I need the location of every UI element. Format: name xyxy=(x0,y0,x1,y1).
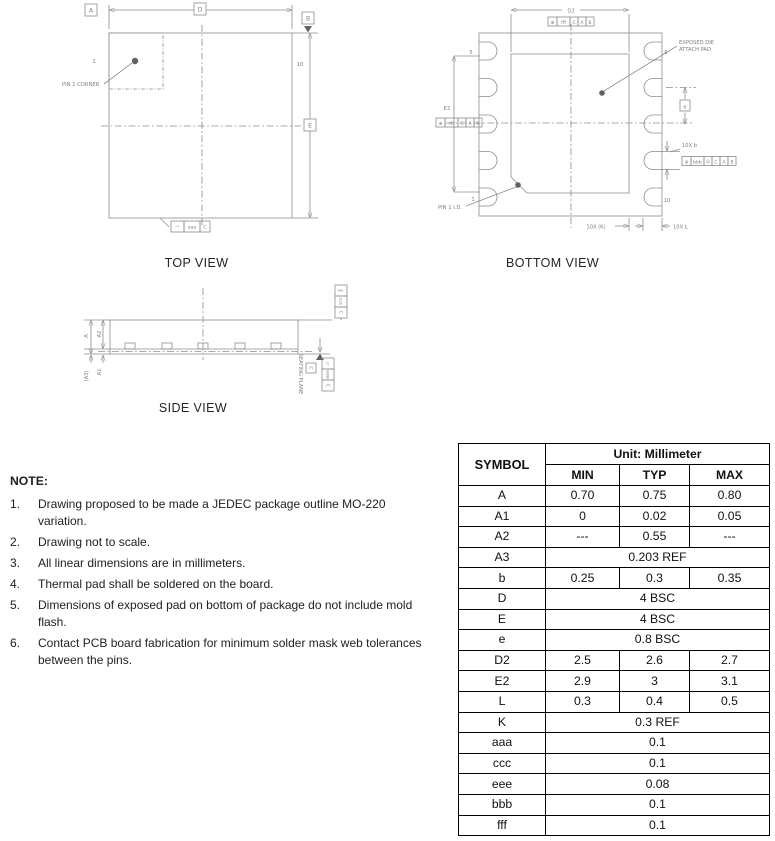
top-view-drawing xyxy=(60,0,345,246)
table-row xyxy=(459,486,770,507)
dim-a3-label: (A3) xyxy=(83,370,90,382)
fcf-position-e2 xyxy=(436,118,482,127)
max-cell: 0.80 xyxy=(690,486,770,507)
min-cell: 0.25 xyxy=(546,568,620,589)
svg-text:C: C xyxy=(337,310,343,315)
svg-text:A: A xyxy=(580,20,584,26)
symbol-cell: eee xyxy=(459,774,546,795)
symbol-cell: b xyxy=(459,568,546,589)
svg-text:C: C xyxy=(203,225,207,231)
note-number: 2. xyxy=(10,535,21,549)
profile-symbol-icon: ◠ xyxy=(175,225,180,231)
max-cell: --- xyxy=(690,527,770,548)
dim-a-label: A xyxy=(83,334,90,338)
fcf-profile-aaa xyxy=(171,221,210,232)
symbol-cell: D2 xyxy=(459,650,546,671)
bottom-view-caption: BOTTOM VIEW xyxy=(505,256,600,270)
typ-header: TYP xyxy=(620,465,690,486)
typ-cell: 0.55 xyxy=(620,527,690,548)
exposed-pad-outline xyxy=(511,54,629,193)
max-cell: 0.05 xyxy=(690,506,770,527)
table-row xyxy=(459,753,770,774)
min-cell: 2.5 xyxy=(546,650,620,671)
note-number: 4. xyxy=(10,577,21,591)
table-row xyxy=(459,733,770,754)
typ-cell: 0.75 xyxy=(620,486,690,507)
note-item xyxy=(10,597,440,631)
min-cell: 2.9 xyxy=(546,671,620,692)
value-span-cell: 0.1 xyxy=(546,815,770,836)
exposed-pad-label-1: EXPOSED DIE xyxy=(679,40,715,46)
note-number: 5. xyxy=(10,598,21,612)
dim-l-label: 10X L xyxy=(673,224,688,231)
svg-text:bbb: bbb xyxy=(693,160,702,166)
pin1-corner-dot xyxy=(132,58,138,64)
fcf-flatness-eee xyxy=(322,358,334,391)
symbol-header: SYMBOL xyxy=(459,444,546,486)
side-view-caption: SIDE VIEW xyxy=(158,401,228,415)
datum-b-label: B xyxy=(305,15,311,23)
symbol-cell: K xyxy=(459,712,546,733)
svg-text:C: C xyxy=(714,160,718,166)
fcf-position-b xyxy=(682,157,736,166)
note-item xyxy=(10,635,440,669)
value-span-cell: 0.08 xyxy=(546,774,770,795)
table-row xyxy=(459,774,770,795)
svg-text:C: C xyxy=(324,383,330,388)
svg-text:fff: fff xyxy=(449,121,454,127)
symbol-cell: fff xyxy=(459,815,546,836)
symbol-cell: aaa xyxy=(459,733,546,754)
package-outline xyxy=(479,33,662,216)
symbol-cell: A1 xyxy=(459,506,546,527)
dim-e-label: E xyxy=(308,122,312,130)
note-text: Thermal pad shall be soldered on the board. xyxy=(38,577,274,591)
max-cell: 0.5 xyxy=(690,691,770,712)
svg-text:C: C xyxy=(572,20,576,26)
svg-text:B: B xyxy=(476,121,480,127)
min-cell: 0 xyxy=(546,506,620,527)
value-span-cell: 0.8 BSC xyxy=(546,630,770,651)
fcf-leader xyxy=(160,218,169,227)
datum-b-triangle xyxy=(304,26,312,33)
unit-header: Unit: Millimeter xyxy=(546,444,770,465)
value-span-cell: 0.203 REF xyxy=(546,547,770,568)
svg-text:eee: eee xyxy=(324,370,330,379)
typ-cell: 0.02 xyxy=(620,506,690,527)
symbol-cell: E xyxy=(459,609,546,630)
table-row xyxy=(459,506,770,527)
note-number: 6. xyxy=(10,636,21,650)
value-span-cell: 4 BSC xyxy=(546,588,770,609)
note-text: Contact PCB board fabrication for minimum solder mask web tolerances between the pins. xyxy=(38,636,422,667)
note-item xyxy=(10,555,440,572)
table-row xyxy=(459,671,770,692)
note-text: Drawing proposed to be made a JEDEC package outline MO-220 variation. xyxy=(38,497,386,528)
min-cell: --- xyxy=(546,527,620,548)
symbol-cell: A xyxy=(459,486,546,507)
svg-text:A: A xyxy=(722,160,726,166)
svg-text:ccc: ccc xyxy=(337,297,343,306)
table-row xyxy=(459,650,770,671)
symbol-cell: A3 xyxy=(459,547,546,568)
table-row xyxy=(459,568,770,589)
svg-text:fff: fff xyxy=(561,20,566,26)
table-row xyxy=(459,547,770,568)
pin6-ref: 6 xyxy=(664,50,668,56)
datum-c-triangle xyxy=(316,354,324,360)
notes-section xyxy=(10,474,440,673)
table-row xyxy=(459,691,770,712)
min-header: MIN xyxy=(546,465,620,486)
dim-k-label: 10X (K) xyxy=(586,224,606,231)
pin1-ref: 1 xyxy=(471,197,475,203)
value-span-cell: 0.3 REF xyxy=(546,712,770,733)
fcf-parallelism-ccc xyxy=(335,285,347,318)
symbol-cell: A2 xyxy=(459,527,546,548)
min-cell: 0.70 xyxy=(546,486,620,507)
svg-text:B: B xyxy=(730,160,734,166)
dim-b-label: 10X b xyxy=(682,143,698,149)
table-row xyxy=(459,630,770,651)
pin10-ref: 10 xyxy=(663,198,671,204)
note-item xyxy=(10,496,440,530)
symbol-cell: D xyxy=(459,588,546,609)
pin1-corner-label: PIN 1 CORNER xyxy=(62,82,100,88)
exposed-pad-leader xyxy=(604,46,677,91)
value-span-cell: 0.1 xyxy=(546,794,770,815)
table-row xyxy=(459,815,770,836)
top-view-caption: TOP VIEW xyxy=(164,256,229,270)
typ-cell: 2.6 xyxy=(620,650,690,671)
value-span-cell: 0.1 xyxy=(546,733,770,754)
exposed-pad-dot xyxy=(599,90,605,96)
pin10-ref: 10 xyxy=(296,62,304,68)
flatness-symbol-icon: ▱ xyxy=(324,361,330,366)
pin1-id-label: PIN 1 I.D. xyxy=(438,205,462,211)
dim-e2-label: E2 xyxy=(443,106,451,112)
dimension-table-body xyxy=(459,486,770,836)
table-row xyxy=(459,712,770,733)
dim-a1-label: A1 xyxy=(96,368,103,376)
exposed-pad-label-2: ATTACH PAD xyxy=(679,47,711,53)
table-row xyxy=(459,527,770,548)
symbol-cell: e xyxy=(459,630,546,651)
bottom-view-drawing xyxy=(430,0,775,246)
pin1-corner-leader xyxy=(104,63,132,84)
table-row xyxy=(459,794,770,815)
dim-d2-label: D2 xyxy=(567,8,575,15)
datum-a-label: A xyxy=(88,7,94,15)
position-symbol-icon: ⊕ xyxy=(550,20,555,26)
value-span-cell: 4 BSC xyxy=(546,609,770,630)
position-symbol-icon: ⊕ xyxy=(438,121,443,127)
symbol-cell: L xyxy=(459,691,546,712)
position-symbol-icon: ⊕ xyxy=(684,160,689,166)
min-cell: 0.3 xyxy=(546,691,620,712)
typ-cell: 3 xyxy=(620,671,690,692)
notes-list xyxy=(10,496,440,669)
max-cell: 3.1 xyxy=(690,671,770,692)
svg-text:C: C xyxy=(307,366,313,370)
pin1-ref: 1 xyxy=(92,59,96,65)
svg-text:C: C xyxy=(460,121,464,127)
symbol-cell: E2 xyxy=(459,671,546,692)
max-cell: 2.7 xyxy=(690,650,770,671)
dimension-table xyxy=(458,443,770,836)
svg-text:A: A xyxy=(468,121,472,127)
max-header: MAX xyxy=(690,465,770,486)
symbol-cell: ccc xyxy=(459,753,546,774)
max-cell: 0.35 xyxy=(690,568,770,589)
pin1-id-dot xyxy=(515,182,521,188)
datum-c-frame xyxy=(306,363,316,373)
dim-d-label: D xyxy=(197,6,203,14)
dim-e-label: e xyxy=(683,104,687,111)
typ-cell: 0.4 xyxy=(620,691,690,712)
note-text: Dimensions of exposed pad on bottom of package do not include mold flash. xyxy=(38,598,413,629)
notes-heading: NOTE: xyxy=(10,474,48,488)
pin5-ref: 5 xyxy=(469,50,473,56)
note-text: All linear dimensions are in millimeters. xyxy=(38,556,246,570)
note-text: Drawing not to scale. xyxy=(38,535,151,549)
parallel-symbol-icon: ∥ xyxy=(337,289,344,292)
table-row xyxy=(459,588,770,609)
seating-plane-label: SEATING PLANE xyxy=(297,353,304,395)
note-number: 1. xyxy=(10,497,21,511)
typ-cell: 0.3 xyxy=(620,568,690,589)
note-item xyxy=(10,576,440,593)
note-item xyxy=(10,534,440,551)
svg-text:aaa: aaa xyxy=(187,225,197,231)
note-number: 3. xyxy=(10,556,21,570)
right-pins xyxy=(644,42,662,206)
svg-text:B: B xyxy=(588,20,592,26)
table-row xyxy=(459,609,770,630)
value-span-cell: 0.1 xyxy=(546,753,770,774)
symbol-cell: bbb xyxy=(459,794,546,815)
dim-a2-label: A2 xyxy=(96,330,103,338)
mmc-symbol-icon: Ⓜ xyxy=(705,160,711,166)
